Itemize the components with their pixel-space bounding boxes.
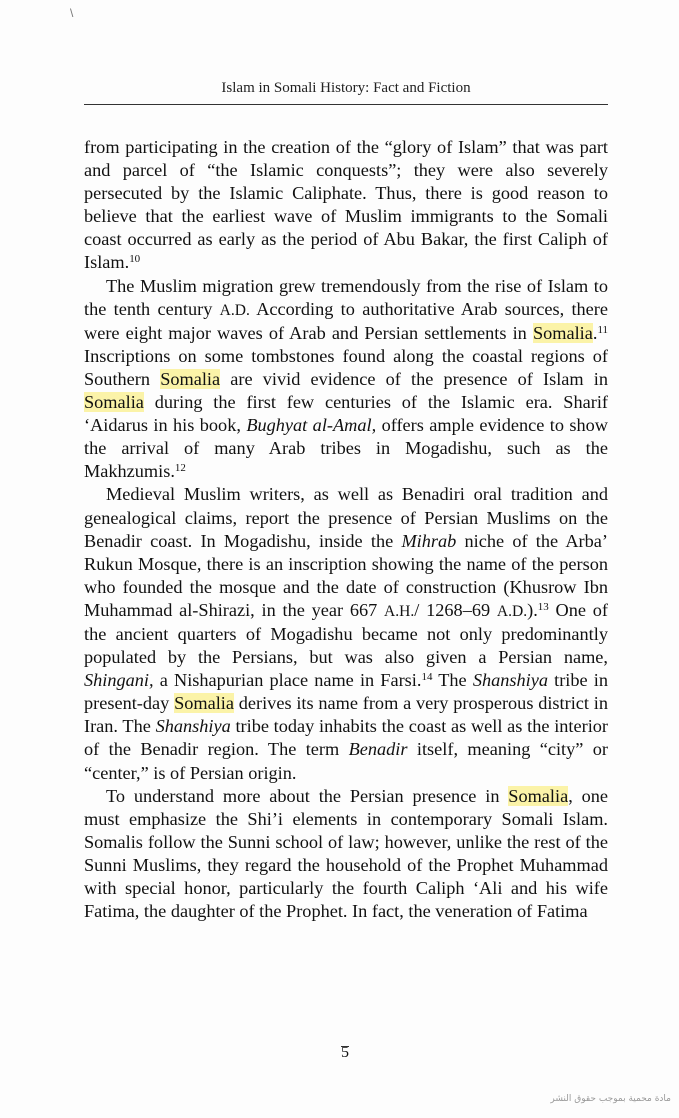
text-run: from participating in the creation of the “glory of Islam” that was part and parcel of “the Islamic conquests”; they were also severely persecuted by the Islamic Caliphate. Thus, there is good reason to believe that the earliest wave of Muslim immigrants to the Somali coast occurred as early as the period of Abu Bakar, the first Caliph of Islam.	[84, 137, 608, 273]
italic-term: Bughyat al-Amal,	[246, 415, 377, 436]
text-run: derives its name from a very prosperous district in Iran. The	[84, 693, 608, 737]
text-run: are vivid evidence of the presence of Islam in	[220, 368, 608, 389]
text-run: during the first few centuries of the Islamic era. Sharif ‘Aidarus in his book,	[84, 392, 608, 436]
page-number: 5	[330, 1044, 360, 1062]
paragraph	[84, 483, 608, 784]
text-run: Medieval Muslim writers, as well as Benadiri oral tradition and genealogical claims, report the presence of Persian Muslims on the Benadir coast. In Mogadishu, inside the	[84, 484, 608, 551]
body-text	[84, 136, 608, 923]
footnote-ref: 12	[174, 462, 186, 475]
text-run: The	[432, 670, 473, 691]
paragraph	[84, 275, 608, 484]
italic-term: Benadir	[348, 739, 408, 760]
text-run: One of the ancient quarters of Mogadishu became not only predominantly populated by the Persians, but was also given a Persian name,	[84, 599, 608, 668]
text-run: .	[592, 322, 598, 343]
text-run: The Muslim migration grew tremendously from the rise of Islam to the tenth century	[84, 275, 608, 319]
text-run: / 1268–69	[414, 599, 497, 620]
text-run: tribe today inhabits the coast as well as the interior of the Benadir region. The term	[84, 716, 608, 760]
highlighted-term: Somalia	[508, 785, 569, 806]
italic-term: Shanshiya	[472, 670, 548, 691]
text-run: According to authoritative Arab sources, there were eight major waves of Arab and Persian settlements in	[84, 298, 608, 343]
text-run: ).	[527, 599, 538, 620]
running-head: Islam in Somali History: Fact and Fiction	[221, 80, 471, 96]
small-caps-abbr: A.H.	[384, 602, 415, 620]
text-run: itself, meaning “city” or “center,” is of Persian origin.	[84, 739, 608, 783]
small-caps-abbr: A.D.	[496, 602, 528, 620]
text-run: , one must emphasize the Shi’i elements in contemporary Somali Islam. Somalis follow the Sunni school of law; however, unlike the rest of the Sunni Muslims, they regard the household of the Prophet Muhammad with special honor, particularly the fourth Caliph ‘Ali and his wife Fatima, the daughter of the Prophet. In fact, the veneration of Fatima	[84, 785, 608, 922]
italic-term: Mihrab	[401, 530, 457, 551]
scan-corner-mark: \	[70, 6, 74, 20]
text-run: tribe in present-day	[84, 670, 608, 714]
footnote-ref: 10	[129, 253, 141, 266]
italic-term: Shingani,	[84, 670, 154, 691]
footnote-ref: 13	[537, 600, 549, 613]
paragraph	[84, 785, 608, 924]
text-run: a Nishapurian place name in Farsi.	[153, 670, 422, 691]
text-run: offers ample evidence to show the arrival of many Arab tribes in Mogadishu, such as the Makhzumis.	[84, 415, 608, 482]
footnote-ref: 11	[597, 323, 608, 336]
text-run: Inscriptions on some tombstones found along the coastal regions of Southern	[84, 345, 608, 389]
paragraph	[84, 136, 608, 275]
copyright-watermark: مادة محمية بموجب حقوق النشر	[550, 1094, 671, 1104]
highlighted-term: Somalia	[84, 392, 144, 413]
small-caps-abbr: A.D.	[219, 301, 250, 319]
text-run: niche of the Arba’ Rukun Mosque, there is an inscription showing the name of the person who founded the mosque and the date of construction (Khusrow Ibn Muhammad al-Shirazi, in the year 667	[84, 530, 608, 620]
italic-term: Shanshiya	[155, 716, 231, 737]
header-rule	[84, 104, 608, 105]
footnote-ref: 14	[421, 671, 433, 684]
highlighted-term: Somalia	[532, 322, 593, 343]
text-run: To understand more about the Persian presence in	[106, 785, 509, 806]
highlighted-term: Somalia	[160, 368, 221, 389]
highlighted-term: Somalia	[174, 693, 234, 714]
